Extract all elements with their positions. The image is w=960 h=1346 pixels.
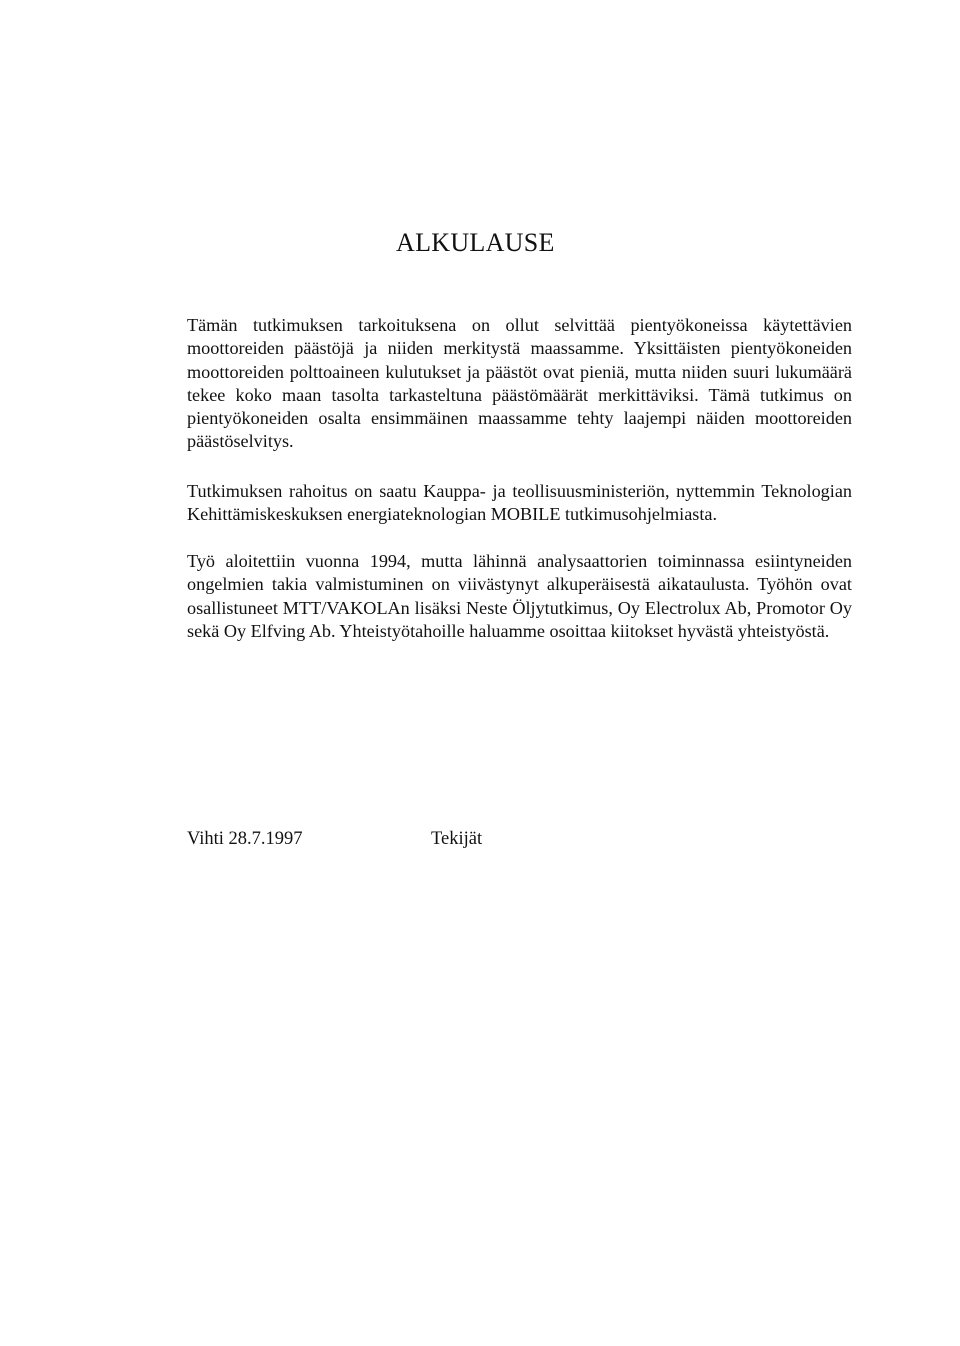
paragraph-purpose: Tämän tutkimuksen tarkoituksena on ollut selvittää pientyökoneissa käytettävien moottoreiden päästöjä ja niiden merkitystä maassamme. Yksittäisten pientyökoneiden moottoreiden polttoaineen kulutukset ja päästöt ovat pieniä, mutta niiden suuri lukumäärä tekee koko maan tasolta tarkasteltuna päästömäärät merkittäviksi. Tämä tutkimus on pientyökoneiden osalta ensimmäinen maassamme tehty laajempi näiden moottoreiden päästöselvitys. — [187, 315, 852, 452]
paragraph-funding: Tutkimuksen rahoitus on saatu Kauppa- ja teollisuusministeriön, nyttemmin Teknologian Kehittämiskeskuksen energiateknologian MOBILE tutkimusohjelmiasta. — [187, 481, 852, 525]
paragraph-acknowledgements: Työ aloitettiin vuonna 1994, mutta lähinnä analysaattorien toiminnassa esiintyneiden ongelmien takia valmistuminen on viivästynyt alkuperäisestä aikataulusta. Työhön ovat osallistuneet MTT/VAKOLAn lisäksi Neste Öljytutkimus, Oy Electrolux Ab, Promotor Oy sekä Oy Elfving Ab. Yhteistyötahoille haluamme osoittaa kiitokset hyvästä yhteistyöstä. — [187, 551, 852, 641]
body-text — [187, 314, 852, 674]
page-title: ALKULAUSE — [396, 228, 555, 257]
signature-authors: Tekijät — [431, 829, 483, 849]
signature-place-date: Vihti 28.7.1997 — [187, 829, 303, 849]
